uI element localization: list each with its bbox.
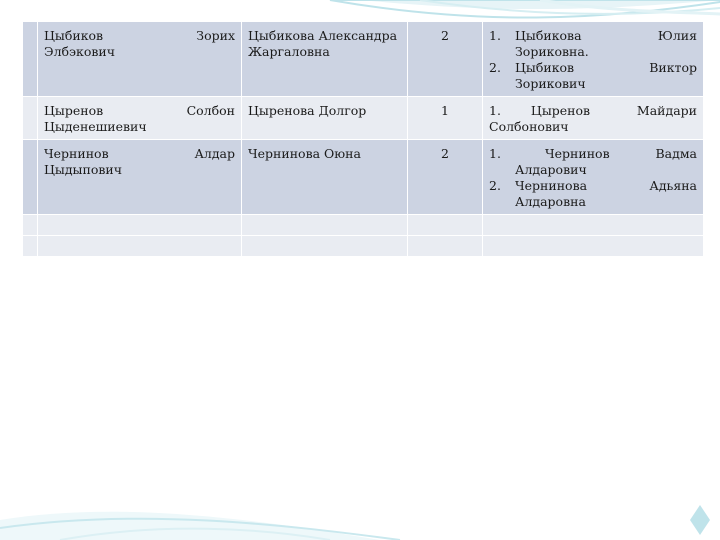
- child-surname: Чернинова: [515, 178, 588, 193]
- empty-cell: [38, 236, 242, 257]
- children-count-cell: 2: [408, 140, 483, 215]
- empty-cell: [408, 236, 483, 257]
- row-marker-cell: [23, 22, 38, 97]
- table-row: [23, 97, 704, 140]
- list-item: [489, 28, 697, 60]
- child-number: 1.: [489, 146, 501, 161]
- child-number: 2.: [489, 60, 501, 75]
- family-table: [22, 21, 704, 257]
- mother-cell: Чернинова Оюна: [242, 140, 408, 215]
- empty-cell: [483, 215, 704, 236]
- child-name: Адьяна: [649, 178, 697, 193]
- child-name: Вадма: [655, 146, 697, 161]
- table-row: [23, 140, 704, 215]
- father-cell: [38, 97, 242, 140]
- child-number: 1.: [489, 103, 501, 118]
- father-patronymic: Цыдыпович: [44, 162, 122, 177]
- list-item: [489, 60, 697, 92]
- children-cell: [483, 22, 704, 97]
- father-patronymic: Цыденешиевич: [44, 119, 147, 134]
- father-name: Зорих: [196, 28, 235, 43]
- table-row-empty: [23, 236, 704, 257]
- child-patronymic: Зориковна.: [515, 44, 589, 59]
- children-count-cell: 1: [408, 97, 483, 140]
- father-surname: Цыбиков: [44, 28, 104, 43]
- children-count-cell: 2: [408, 22, 483, 97]
- child-number: 2.: [489, 178, 501, 193]
- child-patronymic: Солбонович: [489, 119, 569, 134]
- father-patronymic: Элбэкович: [44, 44, 116, 59]
- child-surname: Цыбиков: [515, 60, 575, 75]
- child-surname: Цыренов: [530, 103, 591, 118]
- child-patronymic: Алдарович: [515, 162, 587, 177]
- children-cell: [483, 140, 704, 215]
- table-row: [23, 22, 704, 97]
- father-name: Солбон: [186, 103, 235, 118]
- father-cell: [38, 22, 242, 97]
- father-name: Алдар: [194, 146, 235, 161]
- empty-cell: [242, 215, 408, 236]
- children-cell: [483, 97, 704, 140]
- child-number: 1.: [489, 28, 501, 43]
- empty-cell: [38, 215, 242, 236]
- row-marker-cell: [23, 97, 38, 140]
- mother-cell: Цыбикова Александра Жаргаловна: [242, 22, 408, 97]
- empty-cell: [408, 215, 483, 236]
- father-surname: Цыренов: [44, 103, 104, 118]
- child-name: Виктор: [649, 60, 697, 75]
- list-item: [489, 178, 697, 210]
- row-marker-cell: [23, 140, 38, 215]
- child-surname: Цыбикова: [515, 28, 582, 43]
- child-patronymic: Зорикович: [515, 76, 586, 91]
- child-patronymic: Алдаровна: [515, 194, 586, 209]
- empty-cell: [23, 215, 38, 236]
- empty-cell: [242, 236, 408, 257]
- father-surname: Чернинов: [44, 146, 109, 161]
- mother-cell: Цыренова Долгор: [242, 97, 408, 140]
- list-item: [489, 146, 697, 178]
- child-name: Юлия: [657, 28, 697, 43]
- empty-cell: [483, 236, 704, 257]
- empty-cell: [23, 236, 38, 257]
- father-cell: [38, 140, 242, 215]
- child-surname: Чернинов: [545, 146, 610, 161]
- table-row-empty: [23, 215, 704, 236]
- child-name: Майдари: [636, 103, 697, 118]
